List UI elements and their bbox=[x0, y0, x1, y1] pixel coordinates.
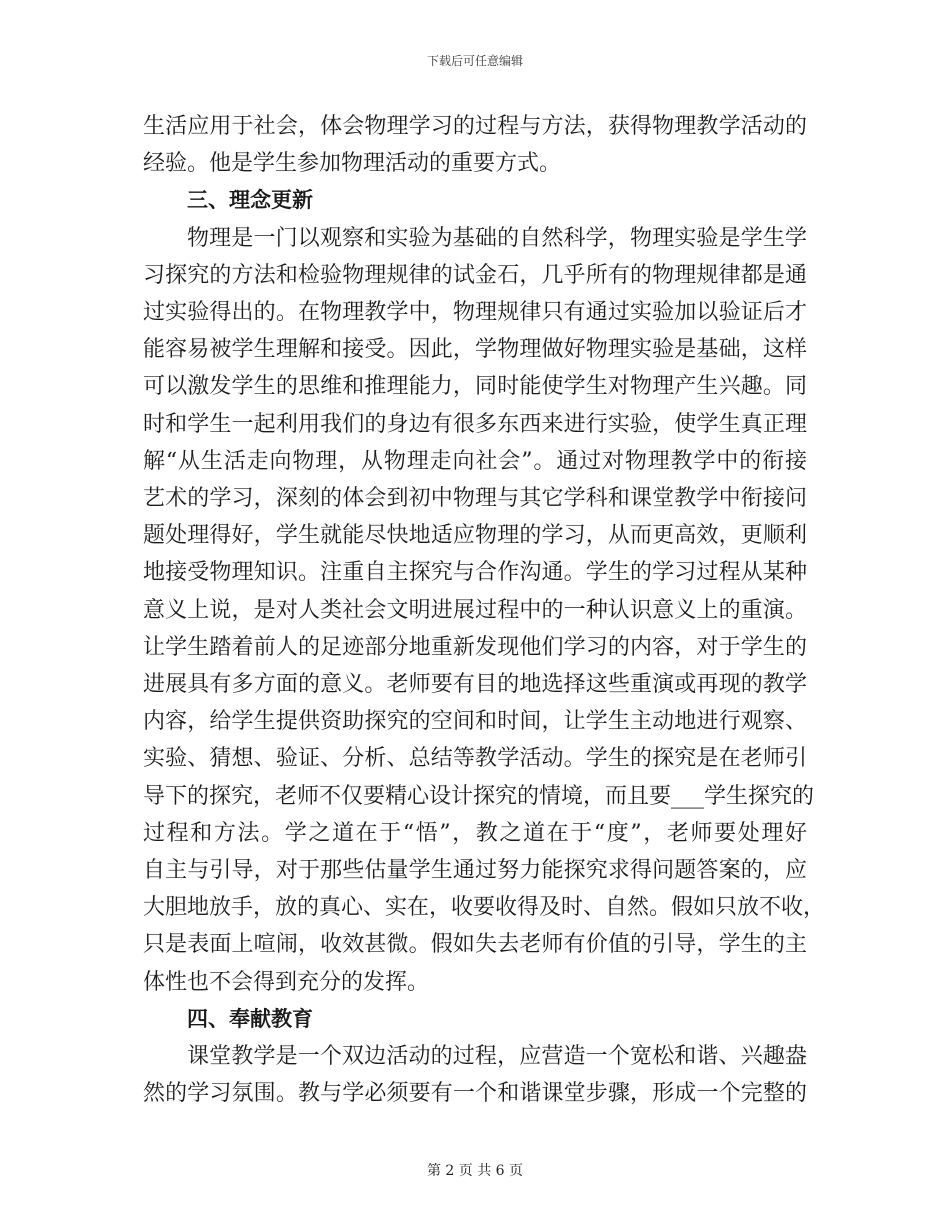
page-footer: 第 2 页 共 6 页 bbox=[426, 1163, 524, 1179]
section-heading-3: 三、理念更新 bbox=[187, 188, 313, 213]
text-line: 课堂教学是一个双边活动的过程，应营造一个宽松和谐、兴趣盎 bbox=[187, 1044, 807, 1070]
text-line: 导下的探究，老师不仅要精心设计探究的情境，而且要___学生探究的 bbox=[143, 783, 815, 809]
page-header: 下载后可任意编辑 bbox=[426, 54, 523, 68]
section-heading-4: 四、奉献教育 bbox=[187, 1006, 313, 1031]
paragraph-continued bbox=[143, 108, 807, 182]
text-line: 题处理得好，学生就能尽快地适应物理的学习，从而更高效，更顺利 bbox=[143, 523, 807, 549]
text-line: 习探究的方法和检验物理规律的试金石，几乎所有的物理规律都是通 bbox=[143, 262, 807, 288]
text-line: 可以激发学生的思维和推理能力，同时能使学生对物理产生兴趣。同 bbox=[143, 374, 807, 400]
paragraph-concept-update bbox=[143, 220, 826, 1001]
text-line: 过实验得出的。在物理教学中，物理规律只有通过实验加以验证后才 bbox=[143, 300, 807, 326]
text-line: 能容易被学生理解和接受。因此，学物理做好物理实验是基础，这样 bbox=[143, 337, 807, 363]
text-line: 大胆地放手，放的真心、实在，收要收得及时、自然。假如只放不收， bbox=[143, 895, 826, 921]
text-line: 时和学生一起利用我们的身边有很多东西来进行实验，使学生真正理 bbox=[143, 411, 807, 437]
text-line: 解“从生活走向物理，从物理走向社会”。通过对物理教学中的衔接 bbox=[143, 448, 807, 474]
text-line: 自主与引导，对于那些估量学生通过努力能探究求得问题答案的，应 bbox=[143, 858, 807, 884]
text-line: 艺术的学习，深刻的体会到初中物理与其它学科和课堂教学中衔接问 bbox=[143, 486, 807, 512]
paragraph-dedication bbox=[143, 1038, 807, 1112]
text-line: 意义上说，是对人类社会文明进展过程中的一种认识意义上的重演。 bbox=[143, 597, 807, 623]
text-line: 实验、猜想、验证、分析、总结等教学活动。学生的探究是在老师引 bbox=[143, 746, 807, 772]
text-line: 进展具有多方面的意义。老师要有目的地选择这些重演或再现的教学 bbox=[143, 672, 807, 698]
text-line: 体性也不会得到充分的发挥。 bbox=[143, 969, 430, 995]
text-line: 生活应用于社会，体会物理学习的过程与方法，获得物理教学活动的 bbox=[143, 114, 807, 139]
text-line: 只是表面上喧闹，收效甚微。假如失去老师有价值的引导，学生的主 bbox=[143, 932, 807, 958]
text-line: 物理是一门以观察和实验为基础的自然科学，物理实验是学生学 bbox=[187, 225, 807, 251]
text-line: 过程和方法。学之道在于“悟”，教之道在于“度”，老师要处理好 bbox=[143, 820, 807, 846]
text-line: 让学生踏着前人的足迹部分地重新发现他们学习的内容，对于学生的 bbox=[143, 634, 807, 660]
text-line: 然的学习氛围。教与学必须要有一个和谐课堂步骤，形成一个完整的 bbox=[143, 1081, 807, 1107]
text-line: 地接受物理知识。注重自主探究与合作沟通。学生的学习过程从某种 bbox=[143, 560, 807, 586]
document-body bbox=[143, 108, 826, 1112]
text-line: 内容，给学生提供资助探究的空间和时间，让学生主动地进行观察、 bbox=[143, 709, 807, 735]
text-line: 经验。他是学生参加物理活动的重要方式。 bbox=[143, 151, 562, 177]
